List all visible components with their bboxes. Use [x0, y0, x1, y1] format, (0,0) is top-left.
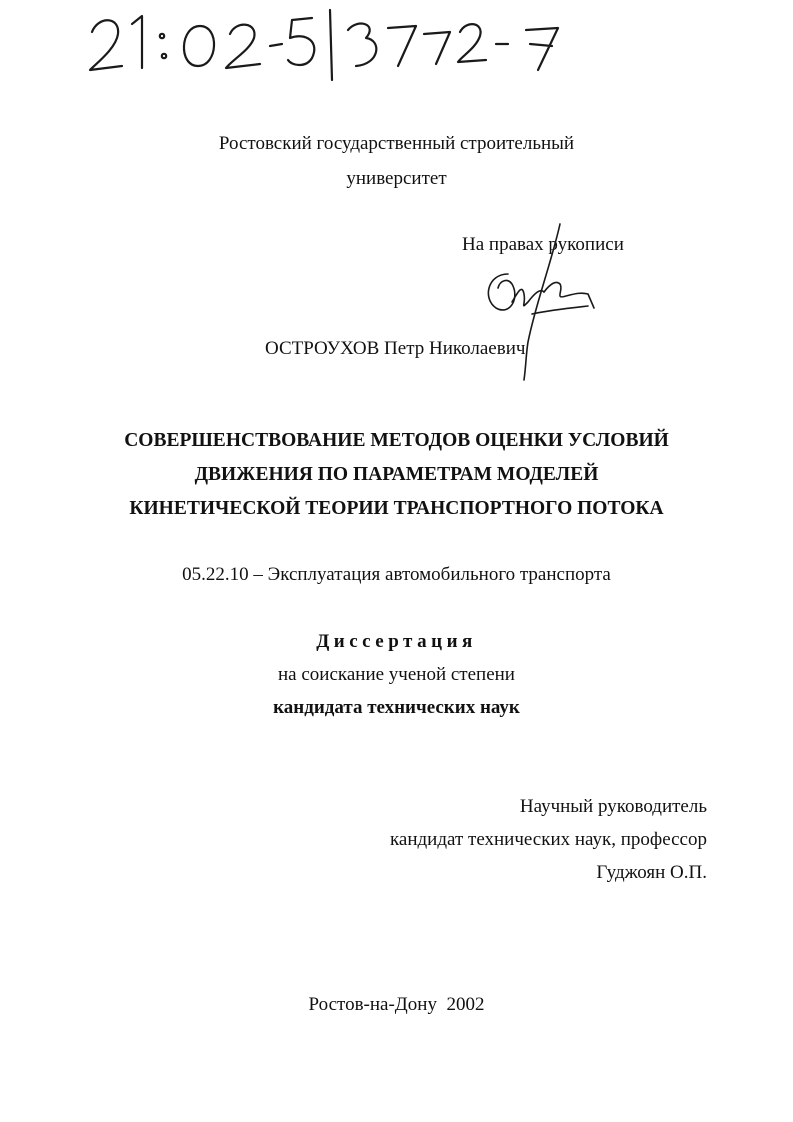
supervisor-credentials: кандидат технических наук, профессор [389, 829, 707, 850]
institution-line-2: университет [346, 168, 447, 189]
institution-line-1: Ростовский государственный строительный [218, 133, 575, 154]
dissertation-title [0, 424, 793, 526]
author-name: ОСТРОУХОВ Петр Николаевич [265, 338, 526, 359]
title-line-2: ДВИЖЕНИЯ ПО ПАРАМЕТРАМ МОДЕЛЕЙ [194, 464, 599, 485]
author-signature [470, 222, 600, 382]
title-line-3: КИНЕТИЧЕСКОЙ ТЕОРИИ ТРАНСПОРТНОГО ПОТОКА [129, 498, 664, 519]
degree-line-2: кандидата технических наук [273, 697, 520, 718]
manuscript-rights-note: На правах рукописи [462, 234, 624, 255]
place-year: Ростов-на-Дону 2002 [308, 994, 485, 1015]
specialty-code: 05.22.10 – Эксплуатация автомобильного транспорта [182, 564, 611, 585]
degree-line-1: на соискание ученой степени [278, 664, 515, 685]
handwritten-archive-mark [80, 4, 580, 84]
supervisor-label: Научный руководитель [519, 796, 707, 817]
supervisor-name: Гуджоян О.П. [596, 862, 707, 883]
title-line-1: СОВЕРШЕНСТВОВАНИЕ МЕТОДОВ ОЦЕНКИ УСЛОВИЙ [124, 430, 669, 451]
document-type: Диссертация [316, 631, 477, 652]
